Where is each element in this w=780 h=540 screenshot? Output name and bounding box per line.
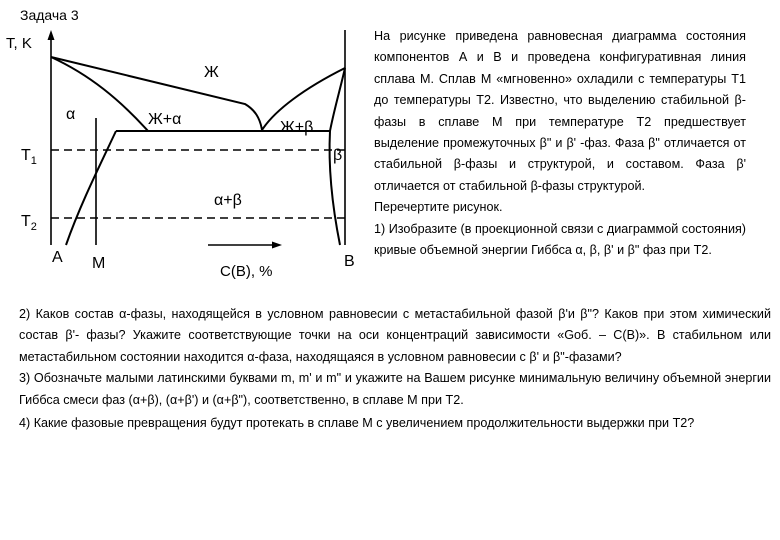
- question-1: 1) Изобразите (в проекционной связи с диаграммой состояния) кривые объемной энергии Гиббса α, β, β' и β" фаз при Т2.: [374, 221, 746, 258]
- phase-diagram: [0, 0, 370, 290]
- region-alpha-beta-label: α+β: [214, 192, 242, 209]
- region-alpha-label: α: [66, 106, 76, 123]
- problem-title: Задача 3: [20, 7, 79, 23]
- question-3: 3) Обозначьте малыми латинскими буквами m, m' и m" и укажите на Вашем рисунке минимальную величину объемной энергии Гиббса смеси фаз (α+β), (α+β') и (α+β"), соответственно, в сплаве М при Т2.: [19, 371, 771, 407]
- question-4: 4) Какие фазовые превращения будут протекать в сплаве М с увеличением продолжительности выдержки при Т2?: [19, 416, 695, 431]
- component-a-label: A: [52, 249, 63, 266]
- question-2: 2) Каков состав α-фазы, находящейся в условном равновесии с метастабильной фазой β'и β"? Каков при этом химический состав β'- фазы? Укажите соответствующие точки на оси концентраций зависимости «Gоб. – C(B)». В стабильном или метастабильном состоянии находится α-фаза, находящаяся в условном равновесии с β' и β"-фазами?: [19, 307, 771, 364]
- region-liquid-alpha-label: Ж+α: [148, 111, 182, 128]
- t2-label: $T_2$: [21, 213, 37, 233]
- questions-block: [19, 304, 771, 434]
- alloy-m-label: M: [92, 255, 106, 272]
- problem-statement: [374, 26, 746, 261]
- temperature-axis-label: T, K: [6, 35, 32, 52]
- alpha-solvus: [66, 131, 116, 245]
- redraw-instruction: Перечертите рисунок.: [374, 200, 503, 215]
- region-beta-label: β: [333, 147, 343, 164]
- intro-paragraph: На рисунке приведена равновесная диаграмма состояния компонентов А и В и проведена конфигуративная линия сплава М. Сплав М «мгновенно» охладили с температуры Т1 до температуры Т2. Известно, что выделению стабильной β-фазы в сплаве М при температуре Т2 предшествует выделение промежуточных β" и β' -фаз. Фаза β" отличается от стабильной β-фазы и структурой, и составом. Фаза β' отличается от стабильной β-фазы структурой.: [374, 29, 746, 193]
- temperature-axis-arrow-icon: [48, 30, 55, 40]
- composition-arrow-icon: [272, 242, 282, 249]
- beta-solidus: [330, 68, 345, 131]
- region-liquid-beta-label: Ж+β: [280, 119, 314, 136]
- component-b-label: B: [344, 253, 355, 270]
- composition-axis-label: C(B), %: [220, 263, 273, 280]
- region-liquid-label: Ж: [204, 64, 219, 81]
- t1-label: $T_1$: [21, 147, 37, 167]
